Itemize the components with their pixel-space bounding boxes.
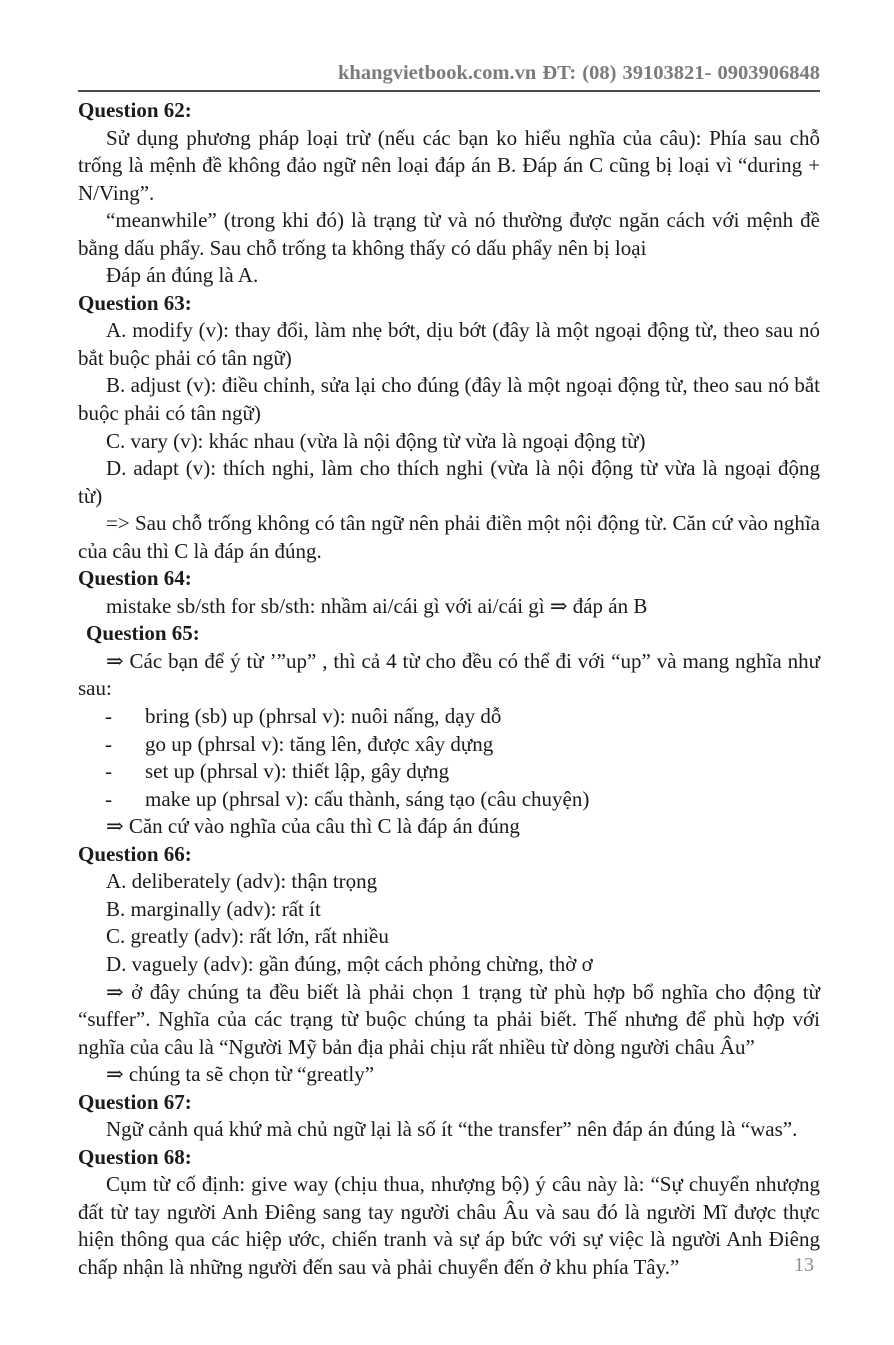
question-heading: Question 64: [78, 566, 192, 591]
bullet-text: go up (phrsal v): tăng lên, được xây dựng [145, 731, 494, 756]
paragraph: B. marginally (adv): rất ít [106, 896, 321, 921]
bullet-text: bring (sb) up (phrsal v): nuôi nấng, dạy dỗ [145, 704, 502, 729]
dash-bullet-marker: - [105, 759, 112, 784]
question-heading: Question 67: [78, 1089, 192, 1114]
page-number: 13 [794, 1254, 814, 1276]
bullet-item [78, 703, 820, 731]
paragraph: D. adapt (v): thích nghi, làm cho thích nghi (vừa là nội động từ vừa là ngoại động từ) [78, 456, 820, 508]
dash-bullet-marker: - [105, 731, 112, 756]
dash-bullet-marker: - [105, 704, 112, 729]
bullet-item [78, 786, 820, 814]
paragraph: ⇒ ở đây chúng ta đều biết là phải chọn 1 trạng từ phù hợp bổ nghĩa cho động từ “suffer”. Nghĩa của các trạng từ buộc chúng ta phải biết. Thế nhưng để phù hợp với nghĩa của câu là “Người Mỹ bản địa phải chịu rất nhiều từ dòng người châu Âu” [78, 979, 820, 1059]
paragraph: mistake sb/sth for sb/sth: nhầm ai/cái gì với ai/cái gì ⇒ đáp án B [106, 593, 648, 618]
question-heading: Question 66: [78, 841, 192, 866]
question-heading: Question 65: [86, 621, 200, 646]
question-heading: Question 62: [78, 98, 192, 122]
bullet-item [78, 731, 820, 759]
paragraph: C. vary (v): khác nhau (vừa là nội động từ vừa là ngoại động từ) [106, 428, 646, 453]
question-heading: Question 63: [78, 290, 192, 315]
paragraph: A. deliberately (adv): thận trọng [106, 869, 378, 894]
page-header-website-phone: khangvietbook.com.vn ĐT: (08) 39103821- 0903906848 [78, 62, 820, 92]
paragraph: Đáp án đúng là A. [106, 263, 259, 288]
dash-bullet-marker: - [105, 786, 112, 811]
bullet-item [78, 758, 820, 786]
question-heading: Question 68: [78, 1144, 192, 1169]
paragraph: “meanwhile” (trong khi đó) là trạng từ và nó thường được ngăn cách với mệnh đề bằng dấu phẩy. Sau chỗ trống ta không thấy có dấu phẩy nên bị loại [78, 208, 820, 260]
paragraph: B. adjust (v): điều chỉnh, sửa lại cho đúng (đây là một ngoại động từ, theo sau nó bắt buộc phải có tân ngữ) [78, 373, 820, 426]
paragraph: => Sau chỗ trống không có tân ngữ nên phải điền một nội động từ. Căn cứ vào nghĩa của câu thì C là đáp án đúng. [78, 511, 820, 563]
document-content [78, 97, 820, 1282]
paragraph: ⇒ Các bạn để ý từ ’”up” , thì cả 4 từ cho đều có thể đi với “up” và mang nghĩa như sau: [78, 648, 820, 701]
paragraph: Cụm từ cố định: give way (chịu thua, nhượng bộ) ý câu này là: “Sự chuyển nhượng đất từ tay người Anh Điêng sang tay người châu Âu và sau đó là người Mĩ được thực hiện thông qua các hiệp ước, chiến tranh và sự áp bức với sự việc là người Anh Điêng chấp nhận là những người đến sau và phải chuyển đến ở khu phía Tây.” [78, 1172, 820, 1279]
paragraph: C. greatly (adv): rất lớn, rất nhiều [106, 924, 389, 949]
paragraph: Sử dụng phương pháp loại trừ (nếu các bạn ko hiểu nghĩa của câu): Phía sau chỗ trống là mệnh đề không đảo ngữ nên loại đáp án B. Đáp án C cũng bị loại vì “during + N/Ving”. [78, 125, 820, 205]
paragraph: ⇒ Căn cứ vào nghĩa của câu thì C là đáp án đúng [106, 814, 520, 839]
bullet-text: set up (phrsal v): thiết lập, gây dựng [145, 759, 450, 784]
paragraph: Ngữ cảnh quá khứ mà chủ ngữ lại là số ít “the transfer” nên đáp án đúng là “was”. [106, 1117, 798, 1142]
paragraph: ⇒ chúng ta sẽ chọn từ “greatly” [106, 1062, 375, 1087]
bullet-text: make up (phrsal v): cấu thành, sáng tạo (câu chuyện) [145, 786, 590, 811]
paragraph: D. vaguely (adv): gần đúng, một cách phỏng chừng, thờ ơ [106, 951, 593, 976]
paragraph: A. modify (v): thay đổi, làm nhẹ bớt, dịu bớt (đây là một ngoại động từ, theo sau nó bắt buộc phải có tân ngữ) [78, 318, 820, 370]
